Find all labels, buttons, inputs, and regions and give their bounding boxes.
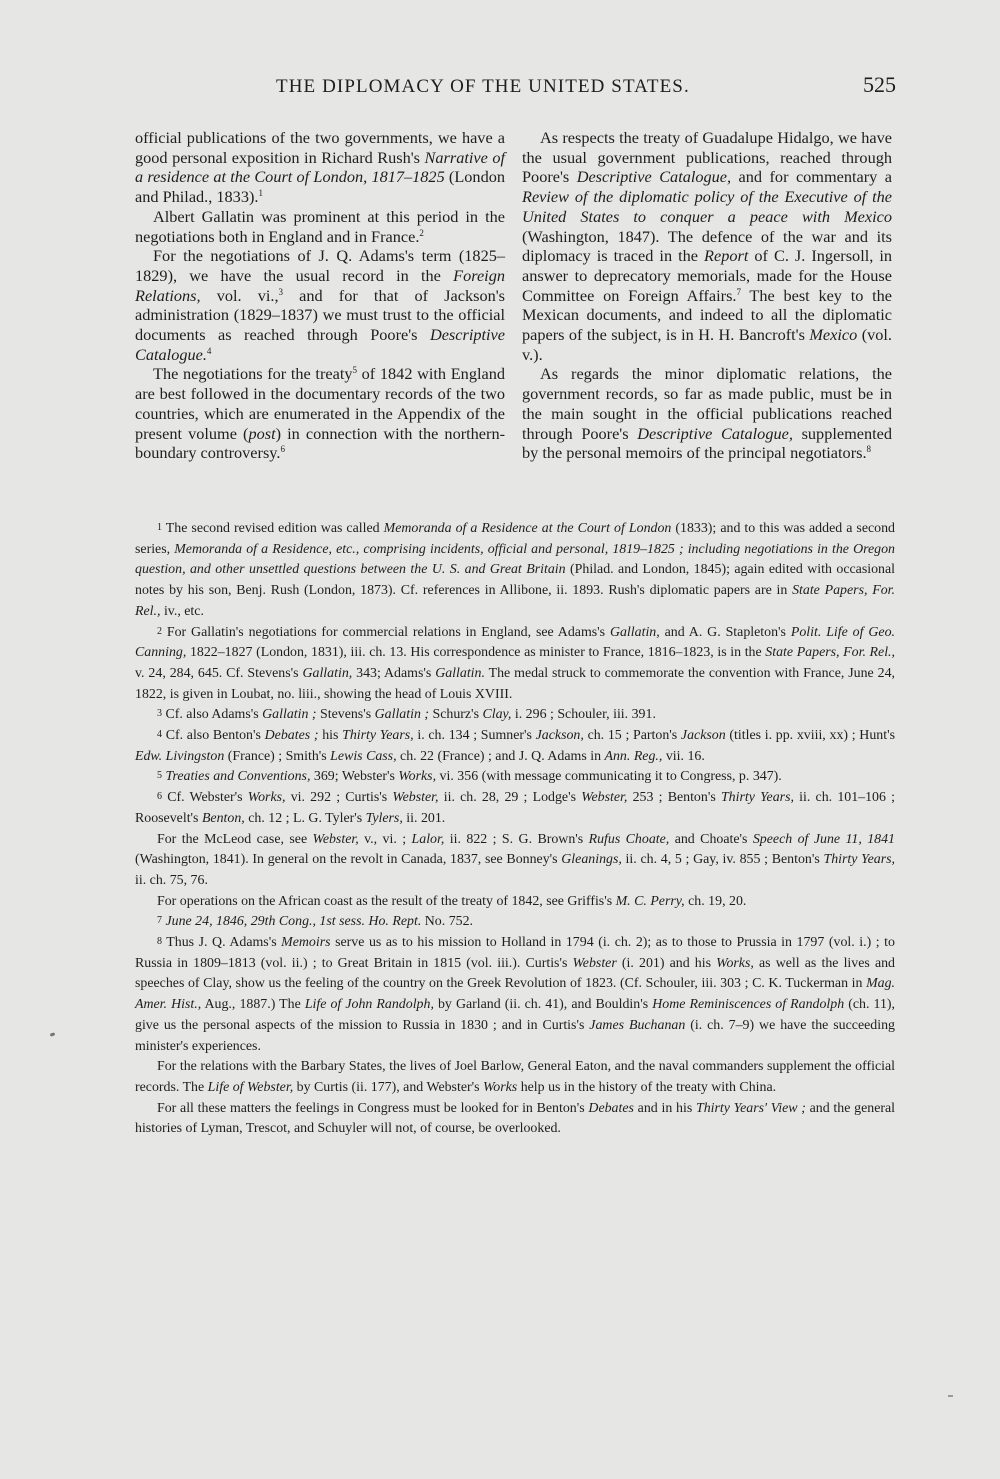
- text: v., vi. ;: [358, 831, 412, 847]
- title-italic: Gallatin,: [609, 624, 660, 640]
- text: Albert Gallatin was prominent at this period in the negotiations both in England and in France.: [135, 206, 505, 246]
- text: by Garland (ii. ch. 41), and Bouldin's: [433, 997, 653, 1013]
- title-italic: Debates: [588, 1100, 634, 1116]
- text: ii. ch. 4, 5 ; Gay, iv. 855 ; Benton's: [621, 852, 824, 868]
- text: (i. ch. 7–9) we have the succeeding minister's experiences.: [135, 1017, 895, 1054]
- title-italic: Works: [483, 1079, 518, 1095]
- text: For operations on the African coast as the result of the treaty of 1842, see Griffis's: [157, 893, 616, 909]
- title-italic: Memoranda of a Residence, etc., comprising incidents, official and personal, 1819–1825 ; including negotiations in the Oregon question, and other unsettled questions between the U. S. and Great Britain: [135, 541, 895, 578]
- title-italic: Gallatin ;: [262, 707, 317, 723]
- title-italic: Lalor,: [411, 831, 445, 847]
- footnote-6: [135, 788, 895, 829]
- text: by Curtis (ii. 177), and Webster's: [293, 1079, 483, 1095]
- text: The negotiations for the treaty: [153, 364, 353, 384]
- text: For all these matters the feelings in Congress must be looked for in Benton's: [157, 1100, 589, 1116]
- paragraph: [135, 246, 505, 364]
- text: 343; Adams's: [352, 665, 436, 681]
- title-italic: Memoranda of a Residence at the Court of London: [383, 521, 672, 536]
- text: Schurz's: [429, 707, 483, 723]
- text: vi. 356 (with message communicating it to Congress, p. 347).: [436, 769, 782, 785]
- title-italic: Ann. Reg.,: [604, 748, 663, 764]
- text: i. ch. 134 ; Sumner's: [413, 728, 536, 744]
- text: (vol. v.).: [522, 325, 892, 364]
- text: ii. 201.: [402, 810, 446, 826]
- text: (1833); and to this was added a second series,: [135, 521, 895, 557]
- title-italic: Thirty Years,: [342, 728, 414, 744]
- text: ii. ch. 101–106 ; Roosevelt's: [135, 790, 896, 826]
- title-italic: Webster,: [581, 790, 628, 806]
- title-italic: Review of the diplomatic policy of the Executive of the United States to conquer a peace with Mexico: [522, 187, 892, 226]
- footnote-marker: 7: [157, 915, 162, 927]
- footnote-7: [135, 912, 895, 933]
- title-italic: Gallatin,: [302, 665, 353, 681]
- text: Cf. also Adams's: [162, 707, 263, 723]
- text: v. 24, 284, 645. Cf. Stevens's: [135, 665, 303, 681]
- text: (ch. 11), give us the personal aspects of the mission to Russia in 1830 ; and in Curtis's: [135, 997, 896, 1033]
- footnote-ref: 8: [866, 444, 872, 455]
- text: vii. 16.: [662, 748, 705, 764]
- title-italic: Gallatin.: [435, 665, 485, 681]
- text: of C. J. Ingersoll, in answer to deprecatory memorials, made for the House Committee on Foreign Affairs.: [522, 246, 892, 305]
- title-italic: Home Reminiscences of Randolph: [652, 997, 845, 1013]
- scan-speck: [948, 1395, 953, 1397]
- text: 1822–1827 (London, 1831), iii. ch. 13. His correspondence as minister to France, 1816–1823, is in the: [186, 645, 766, 661]
- title-italic: Jackson,: [535, 728, 584, 744]
- footnote-marker: 8: [157, 936, 162, 948]
- footnote-marker: 2: [157, 625, 162, 637]
- title-italic: Rufus Choate,: [588, 831, 670, 847]
- title-italic: Report: [704, 246, 749, 266]
- text: (titles i. pp. xviii, xx) ; Hunt's: [725, 728, 895, 744]
- text: For the negotiations of J. Q. Adams's term (1825–1829), we have the usual record in the: [135, 246, 505, 285]
- title-italic: Thirty Years,: [823, 852, 895, 868]
- text: of 1842 with England are best followed in the documentary records of the two countries, which are enumerated in the Appendix of the present volume (: [135, 364, 505, 443]
- text: ch. 12 ; L. G. Tyler's: [244, 810, 366, 826]
- text: ch. 22 (France) ; and J. Q. Adams in: [396, 748, 605, 764]
- text: For the relations with the Barbary States, the lives of Joel Barlow, General Eaton, and the naval commanders supplement the official records. The: [135, 1059, 895, 1095]
- text: Stevens's: [316, 707, 375, 723]
- footnote-6-continued: [135, 830, 895, 892]
- text: iv., etc.: [160, 603, 204, 619]
- text: ch. 19, 20.: [684, 893, 747, 909]
- title-italic: Speech of June 11, 1841: [752, 831, 896, 847]
- text: ii. 822 ; S. G. Brown's: [444, 831, 589, 847]
- text: Cf. also Benton's: [162, 728, 265, 744]
- title-italic: Lewis Cass,: [330, 748, 397, 764]
- paragraph: [135, 128, 505, 207]
- text: For the McLeod case, see: [157, 831, 313, 847]
- footnote-8: [135, 933, 895, 1057]
- text: and the general histories of Lyman, Trescot, and Schuyler will not, of course, be overlooked.: [135, 1100, 896, 1137]
- title-italic: Benton,: [201, 810, 245, 826]
- title-italic: Webster,: [392, 790, 439, 806]
- text: Aug., 1887.) The: [201, 997, 305, 1013]
- title-italic: Descriptive Catalogue,: [637, 423, 793, 443]
- footnote-5: [135, 767, 895, 788]
- title-italic: Mexico: [809, 325, 858, 345]
- text: (Washington, 1847). The defence of the war and its diplomacy is traced in the: [522, 226, 892, 266]
- title-italic: Works,: [398, 769, 437, 785]
- text: as well as the lives and speeches of Clay, show us the feeling of the country on the Greek Revolution of 1823. (Cf. Schouler, iii. 303 ; C. K. Tuckerman in: [135, 955, 896, 992]
- footnote-8-continued: [135, 1099, 895, 1140]
- text: vi. 292 ; Curtis's: [285, 790, 393, 806]
- title-italic: Edw. Livingston: [135, 748, 225, 764]
- footnotes: [135, 519, 895, 1140]
- text: The best key to the Mexican documents, and indeed to all the diplomatic papers of the subject, is in H. H. Bancroft's: [522, 285, 892, 345]
- running-title: THE DIPLOMACY OF THE UNITED STATES.: [276, 76, 690, 97]
- title-italic: Webster,: [312, 831, 359, 847]
- footnote-marker: 5: [157, 770, 162, 782]
- text: As regards the minor diplomatic relations, the government records, so far as made public, must be in the main sought in the official publications reached through Poore's: [522, 364, 892, 443]
- footnote-ref: 6: [280, 444, 285, 455]
- footnote-marker: 6: [157, 791, 162, 803]
- footnote-8-continued: [135, 1057, 895, 1098]
- footnote-marker: 1: [157, 522, 162, 533]
- title-italic: Clay,: [482, 707, 512, 723]
- text: and for that of Jackson's administration (1829–1837) we must trust to the official documents as reached through Poore's: [135, 285, 505, 345]
- text: ii. ch. 75, 76.: [135, 872, 208, 888]
- title-italic: Debates ;: [264, 728, 319, 744]
- footnote-ref: 2: [419, 227, 424, 238]
- text: Thus J. Q. Adams's: [162, 935, 282, 951]
- text: As respects the treaty of Guadalupe Hidalgo, we have the usual government publications, reached through Poore's: [522, 128, 892, 187]
- text: The medal struck to commemorate the convention with France, June 24, 1822, is given in Loubat, no. liii., showing the head of Louis XVIII.: [135, 665, 895, 702]
- text: his: [318, 728, 343, 744]
- text: and in his: [633, 1100, 696, 1116]
- title-italic: post: [248, 423, 276, 443]
- title-italic: Memoirs: [281, 935, 331, 951]
- title-italic: Works,: [716, 955, 754, 971]
- paragraph: [522, 128, 892, 364]
- text: official publications of the two governments, we have a good personal exposition in Richard Rush's: [135, 128, 505, 167]
- title-italic: Polit. Life of Geo. Canning,: [135, 624, 895, 661]
- title-italic: James Buchanan: [589, 1017, 686, 1033]
- text: i. 296 ; Schouler, iii. 391.: [511, 707, 656, 723]
- text: 369; Webster's: [310, 769, 399, 785]
- footnote-ref: 4: [206, 345, 212, 356]
- title-italic: State Papers, For. Rel.,: [135, 583, 895, 619]
- title-italic: State Papers, For. Rel.,: [765, 645, 895, 661]
- text: help us in the history of the treaty with China.: [517, 1079, 777, 1095]
- text: Cf. Webster's: [162, 790, 248, 806]
- text: (i. 201) and his: [616, 955, 717, 971]
- title-italic: M. C. Perry,: [615, 893, 685, 909]
- text: (London and Philad., 1833).: [135, 167, 505, 207]
- title-italic: Tylers,: [365, 810, 403, 826]
- text: and A. G. Stapleton's: [659, 624, 791, 640]
- paragraph: [522, 364, 892, 463]
- footnote-ref: 5: [352, 365, 357, 376]
- title-italic: Jackson: [680, 728, 726, 744]
- title-italic: Foreign Relations,: [135, 265, 505, 305]
- footnote-4: [135, 726, 895, 767]
- footnote-marker: 3: [157, 708, 162, 720]
- text: and Choate's: [669, 831, 753, 847]
- title-italic: June 24, 1846, 29th Cong., 1st sess. Ho. Rept.: [165, 914, 422, 930]
- title-italic: Narrative of a residence at the Court of London, 1817–1825: [135, 147, 505, 187]
- title-italic: Life of Webster,: [207, 1079, 294, 1095]
- text: vol. vi.,: [200, 285, 279, 305]
- title-italic: Gleanings,: [561, 852, 622, 868]
- title-italic: Descriptive Catalogue,: [576, 167, 732, 187]
- text: (Washington, 1841). In general on the revolt in Canada, 1837, see Bonney's: [135, 852, 562, 868]
- text: ) in connection with the northern-boundary controversy.: [135, 423, 506, 463]
- scan-speck: [50, 1032, 56, 1037]
- footnote-3: [135, 705, 895, 726]
- footnote-ref: 7: [736, 286, 741, 297]
- text: (Philad. and London, 1845); again edited with occasional notes by his son, Benj. Rush (London, 1873). Cf. references in Allibone, ii. 1893. Rush's diplomatic papers are in: [135, 562, 896, 599]
- text: supplemented by the personal memoirs of the principal negotiators.: [522, 423, 893, 463]
- title-italic: Gallatin ;: [374, 707, 430, 723]
- title-italic: Treaties and Conventions,: [165, 769, 311, 785]
- right-column: [522, 128, 892, 463]
- text: ii. ch. 28, 29 ; Lodge's: [438, 790, 582, 806]
- paragraph: [135, 207, 505, 246]
- title-italic: Works,: [247, 790, 286, 806]
- footnote-ref: 3: [278, 286, 284, 297]
- text: For Gallatin's negotiations for commercial relations in England, see Adams's: [162, 624, 610, 640]
- text: and for commentary a: [731, 167, 892, 187]
- footnote-ref: 1: [258, 188, 263, 199]
- title-italic: Descriptive Catalogue.: [135, 325, 505, 364]
- text: The second revised edition was called: [162, 521, 384, 536]
- text: 253 ; Benton's: [627, 790, 721, 806]
- footnote-1: [135, 519, 895, 623]
- title-italic: Life of John Randolph,: [304, 997, 434, 1013]
- title-italic: Webster: [572, 955, 617, 971]
- title-italic: Mag. Amer. Hist.,: [135, 976, 895, 1013]
- text: (France) ; Smith's: [224, 748, 331, 764]
- title-italic: Thirty Years,: [720, 790, 794, 806]
- footnote-marker: 4: [157, 729, 162, 741]
- text: No. 752.: [421, 914, 474, 930]
- paragraph: [135, 364, 505, 463]
- text: serve us as to his mission to Holland in 1794 (i. ch. 2); as to those to Prussia in 1797 (vol. i.) ; to Russia in 1809–1813 (vol. ii.) ; to Great Britain in 1815 (vol. iii.). Curtis's: [135, 935, 895, 971]
- footnote-6-continued: [135, 892, 895, 913]
- text: ch. 15 ; Parton's: [583, 728, 681, 744]
- title-italic: Thirty Years' View ;: [695, 1100, 806, 1116]
- page-number: 525: [863, 72, 896, 97]
- page-header: [276, 72, 896, 106]
- left-column: [135, 128, 505, 463]
- footnote-2: [135, 623, 895, 706]
